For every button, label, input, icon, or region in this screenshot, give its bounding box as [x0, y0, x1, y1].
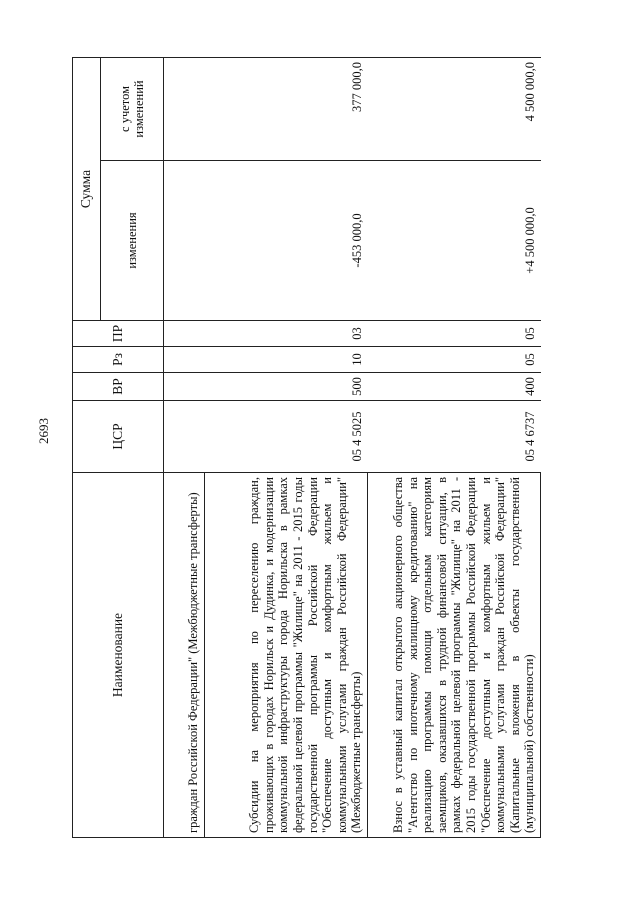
row-changes: -453 000,0 [205, 161, 368, 321]
row-pr: 03 [205, 321, 368, 347]
budget-table [72, 57, 541, 838]
row-csr: 05 4 5025 [205, 401, 368, 473]
row-csr: 05 4 6737 [368, 401, 541, 473]
row-rz: 05 [368, 347, 541, 373]
row-name: граждан Российской Федерации" (Межбюджетные трансферты) [164, 473, 205, 838]
row-vr: 400 [368, 373, 541, 401]
row-vr: 500 [205, 373, 368, 401]
header-sum: Сумма [73, 57, 101, 320]
table-row [205, 57, 368, 837]
header-rz: Рз [73, 347, 164, 373]
row-rz [164, 347, 205, 373]
page-number: 2693 [36, 418, 51, 444]
row-total: 4 500 000,0 [368, 57, 541, 160]
table-row [164, 57, 205, 837]
row-csr [164, 401, 205, 473]
row-name: Субсидии на мероприятия по переселению граждан, проживающих в городах Норильск и Дудинка, и модернизации коммунальной инфраструктуры города Норильска в рамках федеральной целевой программы "Жилище" на 2011 - 2015 годы государственной программы Российской Федерации "Обеспечение доступным и комфортным жильем и коммунальными услугами граждан Российской Федерации" (Межбюджетные трансферты) [205, 473, 368, 838]
table-row [368, 57, 541, 837]
row-pr [164, 321, 205, 347]
row-changes [164, 161, 205, 321]
row-pr: 05 [368, 321, 541, 347]
rotated-table-stage [72, 58, 542, 838]
row-vr [164, 373, 205, 401]
row-total [164, 57, 205, 160]
row-changes: +4 500 000,0 [368, 161, 541, 321]
header-csr: ЦСР [73, 401, 164, 473]
header-pr: ПР [73, 321, 164, 347]
header-name: Наименование [73, 473, 164, 838]
row-name: Взнос в уставный капитал открытого акционерного общества "Агентство по ипотечному жилищному кредитованию" на реализацию программы помощи отдельным категориям заемщиков, оказавшихся в трудной финансовой ситуации, в рамках федеральной целевой программы "Жилище" на 2011 - 2015 годы государственной программы Российской Федерации "Обеспечение доступным и комфортным жильем и коммунальными услугами граждан Российской Федерации" (Капитальные вложения в объекты государственной (муниципальной) собственности) [368, 473, 541, 838]
row-rz: 10 [205, 347, 368, 373]
header-changes: изменения [100, 161, 163, 321]
header-with-changes: с учетом изменений [100, 57, 163, 160]
row-total: 377 000,0 [205, 57, 368, 160]
header-vr: ВР [73, 373, 164, 401]
